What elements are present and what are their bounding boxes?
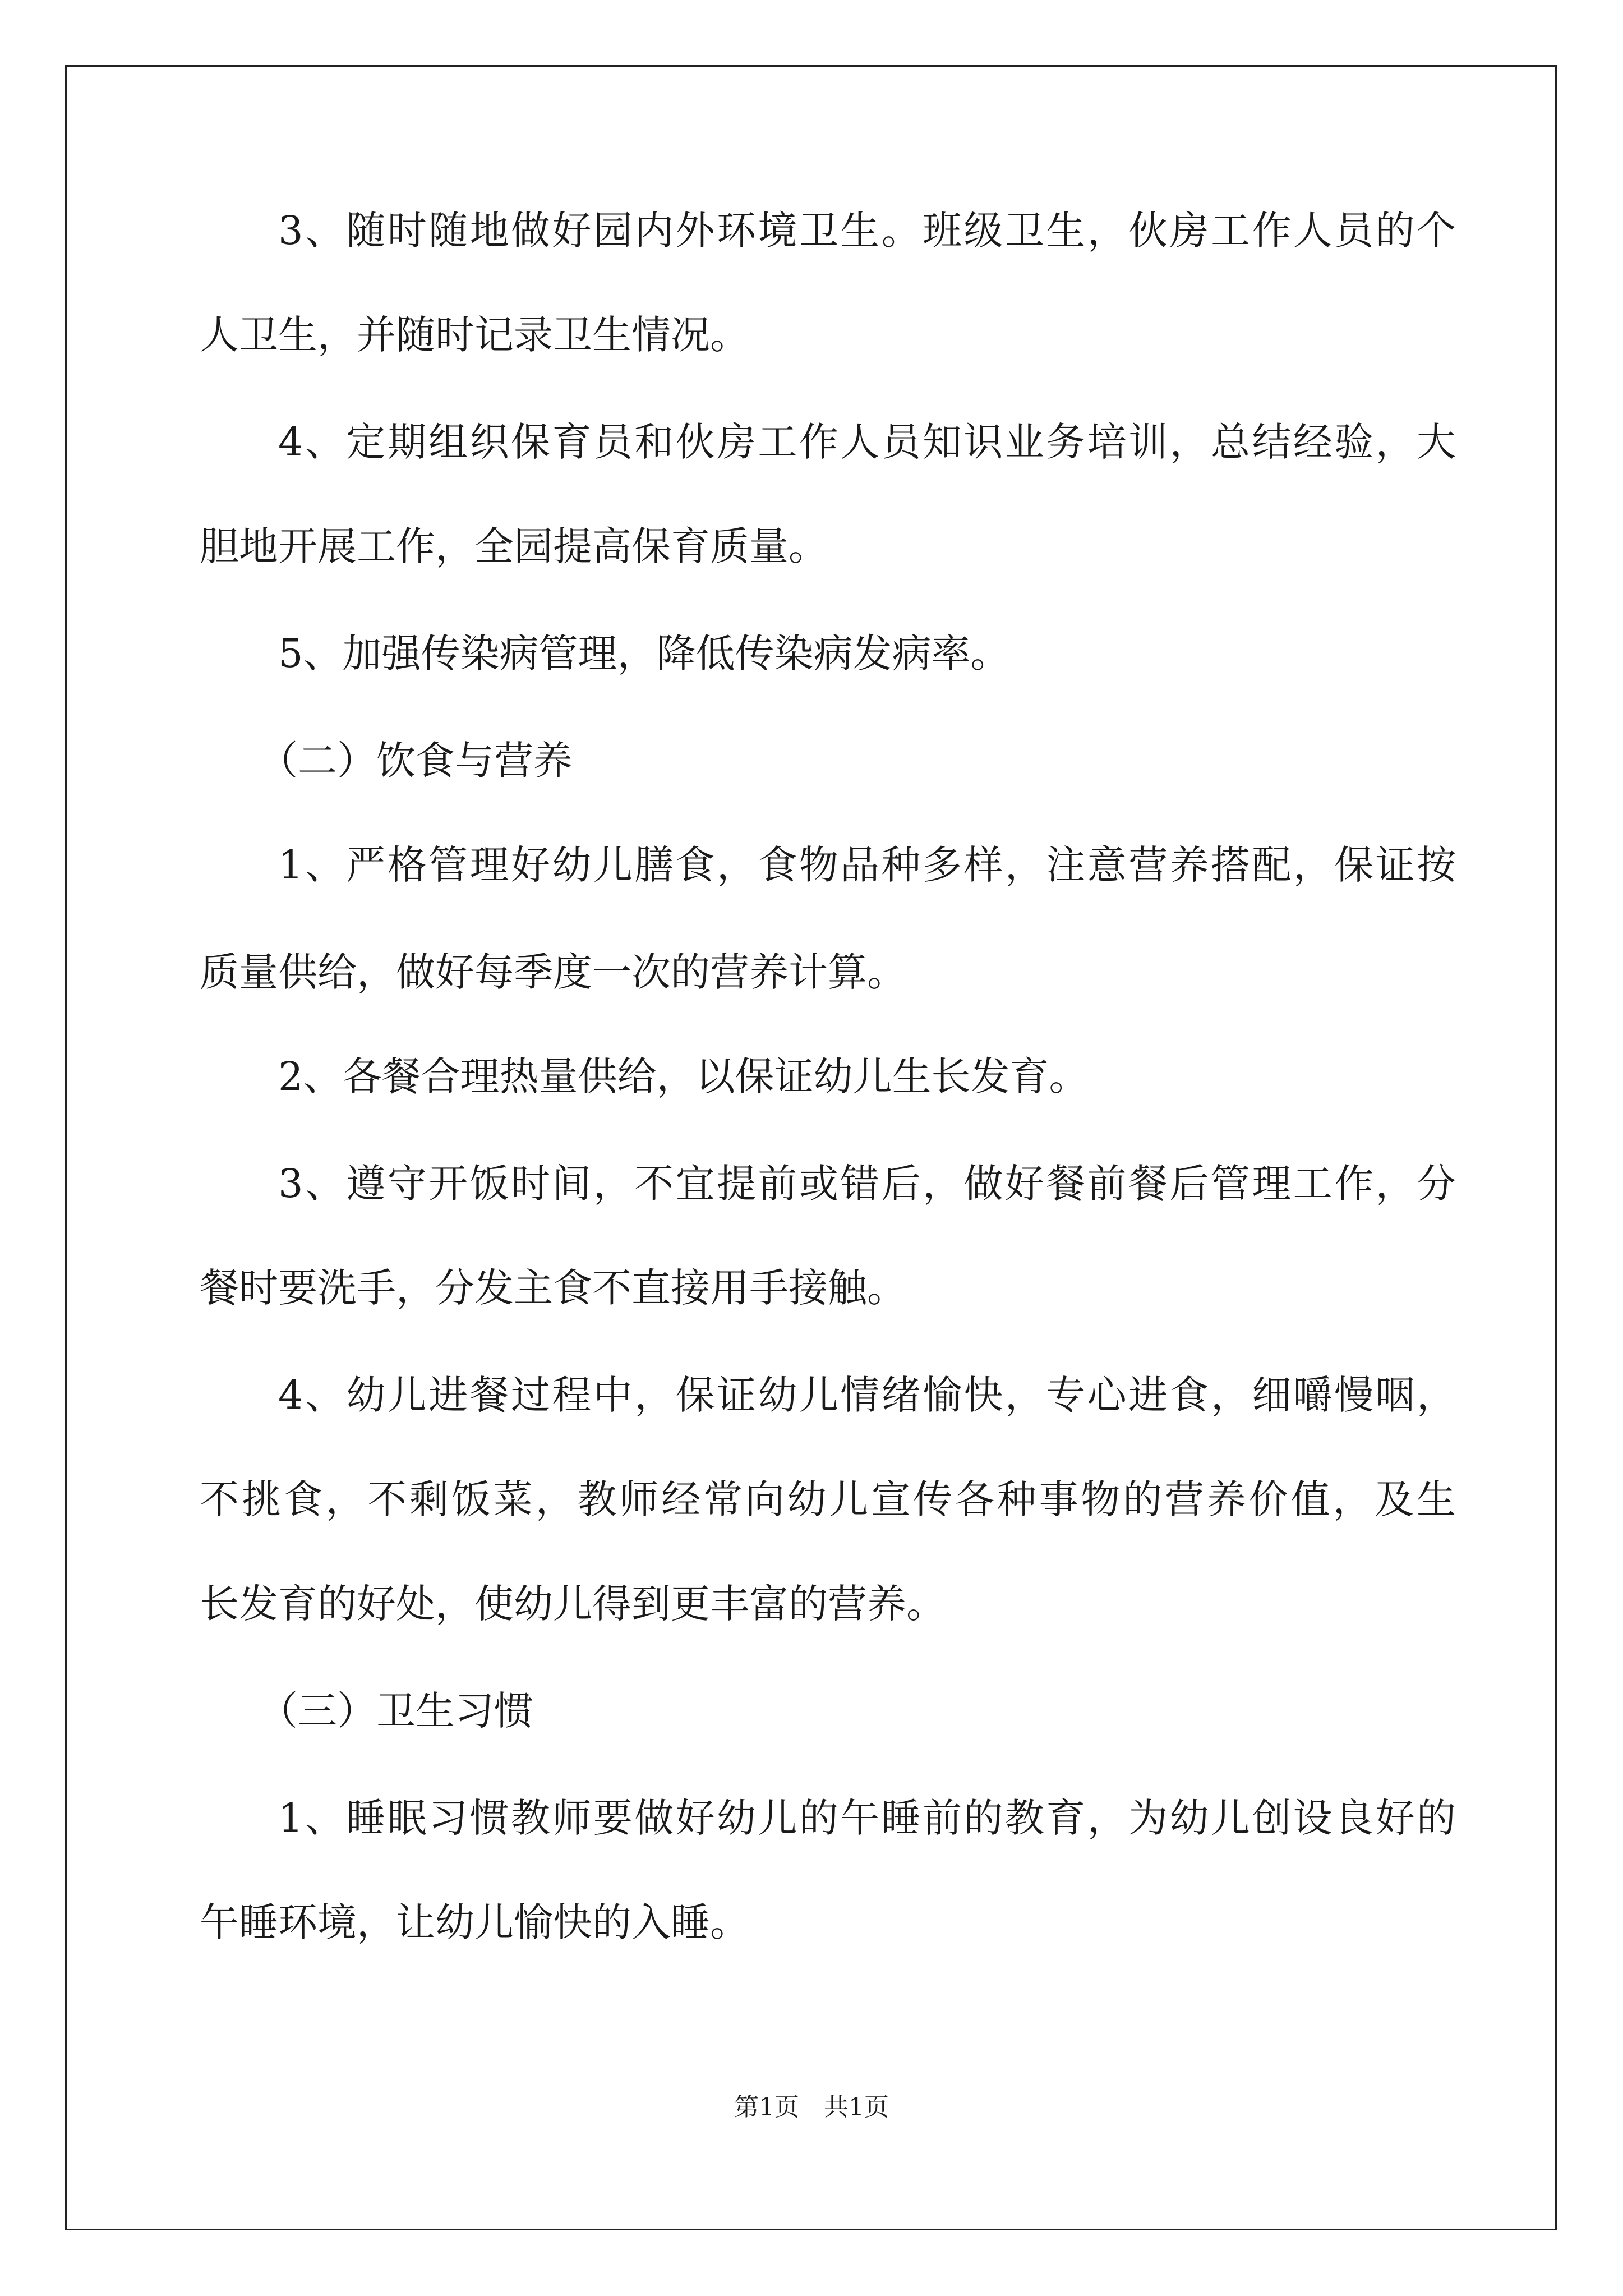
paragraph-line: 5、加强传染病管理，降低传染病发病率。	[278, 631, 1010, 677]
section-heading: （三）卫生习惯	[259, 1688, 533, 1734]
paragraph-line: 长发育的好处，使幼儿得到更丰富的营养。	[200, 1581, 946, 1627]
paragraph-line: 4、定期组织保育员和伙房工作人员知识业务培训，总结经验，大	[278, 419, 1456, 465]
paragraph-line: 人卫生，并随时记录卫生情况。	[200, 312, 749, 358]
paragraph-line: 质量供给，做好每季度一次的营养计算。	[200, 949, 906, 995]
paragraph-line: 午睡环境，让幼儿愉快的入睡。	[200, 1899, 749, 1945]
section-heading: （二）饮食与营养	[259, 738, 573, 784]
page-footer	[0, 2091, 1623, 2124]
page-number: 第1页	[734, 2093, 799, 2122]
paragraph-line: 4、幼儿进餐过程中，保证幼儿情绪愉快，专心进食，细嚼慢咽，	[278, 1372, 1456, 1418]
paragraph-line: 2、各餐合理热量供给，以保证幼儿生长发育。	[278, 1053, 1089, 1099]
paragraph-line: 3、遵守开饭时间，不宜提前或错后，做好餐前餐后管理工作，分	[278, 1161, 1456, 1207]
paragraph-line: 1、睡眠习惯教师要做好幼儿的午睡前的教育，为幼儿创设良好的	[278, 1795, 1456, 1841]
page-total: 共1页	[824, 2093, 889, 2122]
paragraph-line: 胆地开展工作，全园提高保育质量。	[200, 523, 828, 569]
paragraph-line: 餐时要洗手，分发主食不直接用手接触。	[200, 1265, 906, 1311]
paragraph-line: 不挑食，不剩饭菜，教师经常向幼儿宣传各种事物的营养价值，及生	[200, 1476, 1456, 1522]
paragraph-line: 1、严格管理好幼儿膳食，食物品种多样，注意营养搭配，保证按	[278, 842, 1456, 888]
paragraph-line: 3、随时随地做好园内外环境卫生。班级卫生，伙房工作人员的个	[278, 208, 1456, 254]
